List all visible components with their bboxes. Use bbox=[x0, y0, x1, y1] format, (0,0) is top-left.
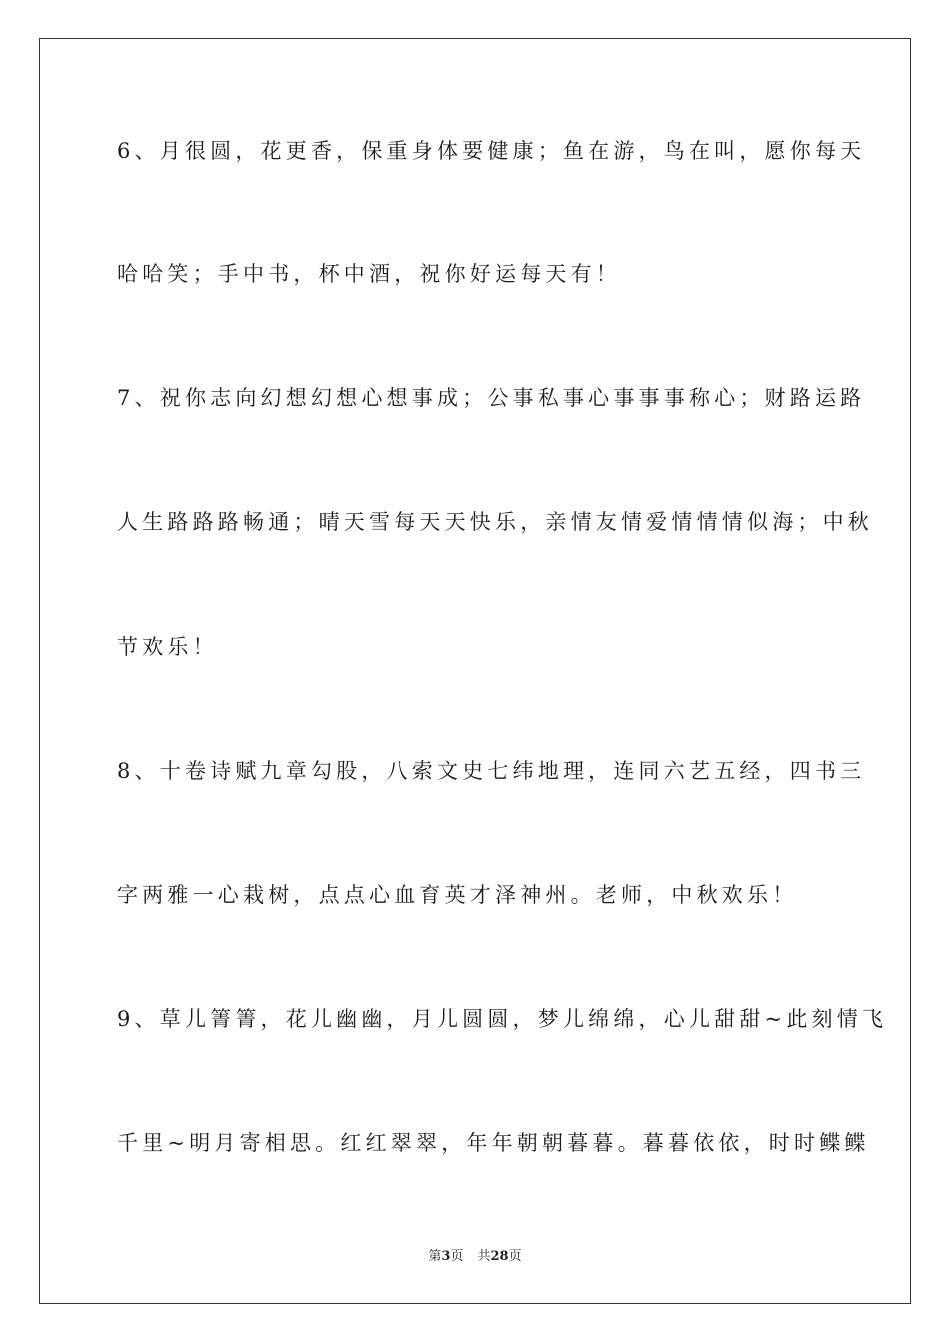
text-line: 6、月很圆，花更香，保重身体要健康；鱼在游，鸟在叫，愿你每天 bbox=[117, 139, 866, 163]
text-line: 8、十卷诗赋九章勾股，八索文史七纬地理，连同六艺五经，四书三 bbox=[117, 759, 866, 783]
total-suffix: 页 bbox=[508, 1249, 522, 1264]
page-border bbox=[39, 38, 911, 1304]
page-footer bbox=[0, 1248, 950, 1266]
text-line: 千里~明月寄相思。红红翠翠，年年朝朝暮暮。暮暮依依，时时鲽鲽 bbox=[117, 1131, 870, 1155]
text-line: 9、草儿箐箐，花儿幽幽，月儿圆圆，梦儿绵绵，心儿甜甜~此刻情飞 bbox=[117, 1007, 888, 1031]
page-number: 3 bbox=[441, 1249, 451, 1264]
total-prefix: 共 bbox=[477, 1249, 491, 1264]
text-line: 字两雅一心栽树，点点心血育英才泽神州。老师，中秋欢乐！ bbox=[117, 883, 798, 907]
total-pages: 28 bbox=[490, 1249, 509, 1264]
page-prefix: 第 bbox=[428, 1249, 442, 1264]
text-line: 节欢乐！ bbox=[117, 635, 218, 659]
text-line: 哈哈笑；手中书，杯中酒，祝你好运每天有！ bbox=[117, 262, 621, 286]
text-line: 人生路路路畅通；晴天雪每天天快乐，亲情友情爱情情情似海；中秋 bbox=[117, 510, 873, 534]
page-suffix: 页 bbox=[450, 1249, 464, 1264]
text-line: 7、祝你志向幻想幻想心想事成；公事私事心事事事称心；财路运路 bbox=[117, 386, 866, 410]
